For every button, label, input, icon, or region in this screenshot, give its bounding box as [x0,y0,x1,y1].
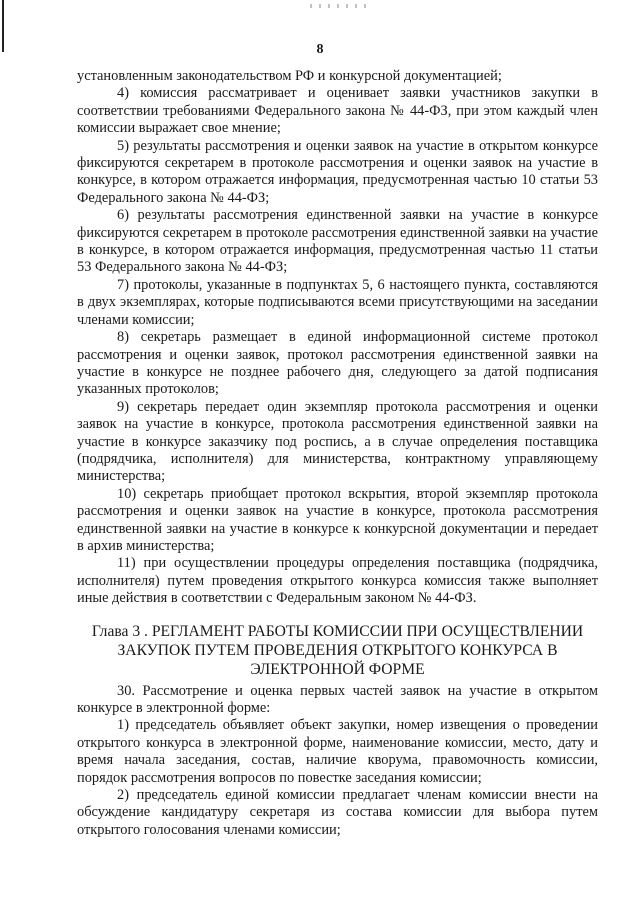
chapter-heading-line: ЗАКУПОК ПУТЕМ ПРОВЕДЕНИЯ ОТКРЫТОГО КОНКУРСА В [117,641,558,659]
list-item-6: 6) результаты рассмотрения единственной заявки на участие в конкурсе фиксируются секретарем в протоколе рассмотрения единственной заявки на участие в конкурсе, в котором отражается информация, предусмотренная частью 11 статьи 53 Федерального закона № 44-ФЗ; [77,207,598,276]
section-30-item-2: 2) председатель единой комиссии предлагает членам комиссии внести на обсуждение кандидатуру секретаря из состава комиссии для выбора путем открытого голосования членами комиссии; [77,787,598,838]
document-body [77,68,598,839]
section-30-item-1: 1) председатель объявляет объект закупки, номер извещения о проведении открытого конкурса в электронной форме, наименование комиссии, место, дату и время начала заседания, состав, наличие кворума, правомочность комиссии, порядок рассмотрения вопросов по повестке заседания комиссии; [77,717,598,786]
chapter-heading-line: ЭЛЕКТРОННОЙ ФОРМЕ [250,660,425,678]
paragraph-continuation: установленным законодательством РФ и конкурсной документацией; [77,68,502,84]
scan-artifact-dots [310,4,370,8]
list-item-11: 11) при осуществлении процедуры определения поставщика (подрядчика, исполнителя) путем проведения открытого конкурса комиссия также выполняет иные действия в соответствии с Федеральным законом № 44-ФЗ. [77,555,598,607]
list-item-4: 4) комиссия рассматривает и оценивает заявки участников закупки в соответствии требованиями Федерального закона № 44-ФЗ, при этом каждый член комиссии выражает свое мнение; [77,85,598,137]
list-item-8: 8) секретарь размещает в единой информационной системе протокол рассмотрения и оценки заявок, протокол рассмотрения единственной заявки на участие в конкурсе не позднее рабочего дня, следующего за датой подписания указанных протоколов; [77,329,598,398]
page-number: 8 [316,42,324,57]
chapter-heading [77,622,598,679]
list-item-10: 10) секретарь приобщает протокол вскрытия, второй экземпляр протокола рассмотрения и оценки заявок на участие в конкурсе, протокола рассмотрения единственной заявки на участие в конкурсе к конкурсной документации и передает в архив министерства; [77,485,598,554]
list-item-5: 5) результаты рассмотрения и оценки заявок на участие в открытом конкурсе фиксируются секретарем в протоколе рассмотрения и оценки заявок на участие в конкурсе, в котором отражается информация, предусмотренная частью 10 статьи 53 Федерального закона № 44-ФЗ; [77,137,598,206]
chapter-heading-line: Глава 3 . РЕГЛАМЕНТ РАБОТЫ КОМИССИИ ПРИ ОСУЩЕСТВЛЕНИИ [91,622,584,640]
list-item-9: 9) секретарь передает один экземпляр протокола рассмотрения и оценки заявок на участие в конкурсе, протокола рассмотрения единственной заявки на участие в конкурсе заказчику под роспись, а в случае определения поставщика (подрядчика, исполнителя) для министерства, контрактному управляющему министерства; [77,398,598,485]
section-30: 30. Рассмотрение и оценка первых частей заявок на участие в открытом конкурсе в электронной форме: [77,682,598,716]
list-item-7: 7) протоколы, указанные в подпунктах 5, 6 настоящего пункта, составляются в двух экземплярах, которые подписываются всеми присутствующими на заседании членами комиссии; [77,276,598,328]
